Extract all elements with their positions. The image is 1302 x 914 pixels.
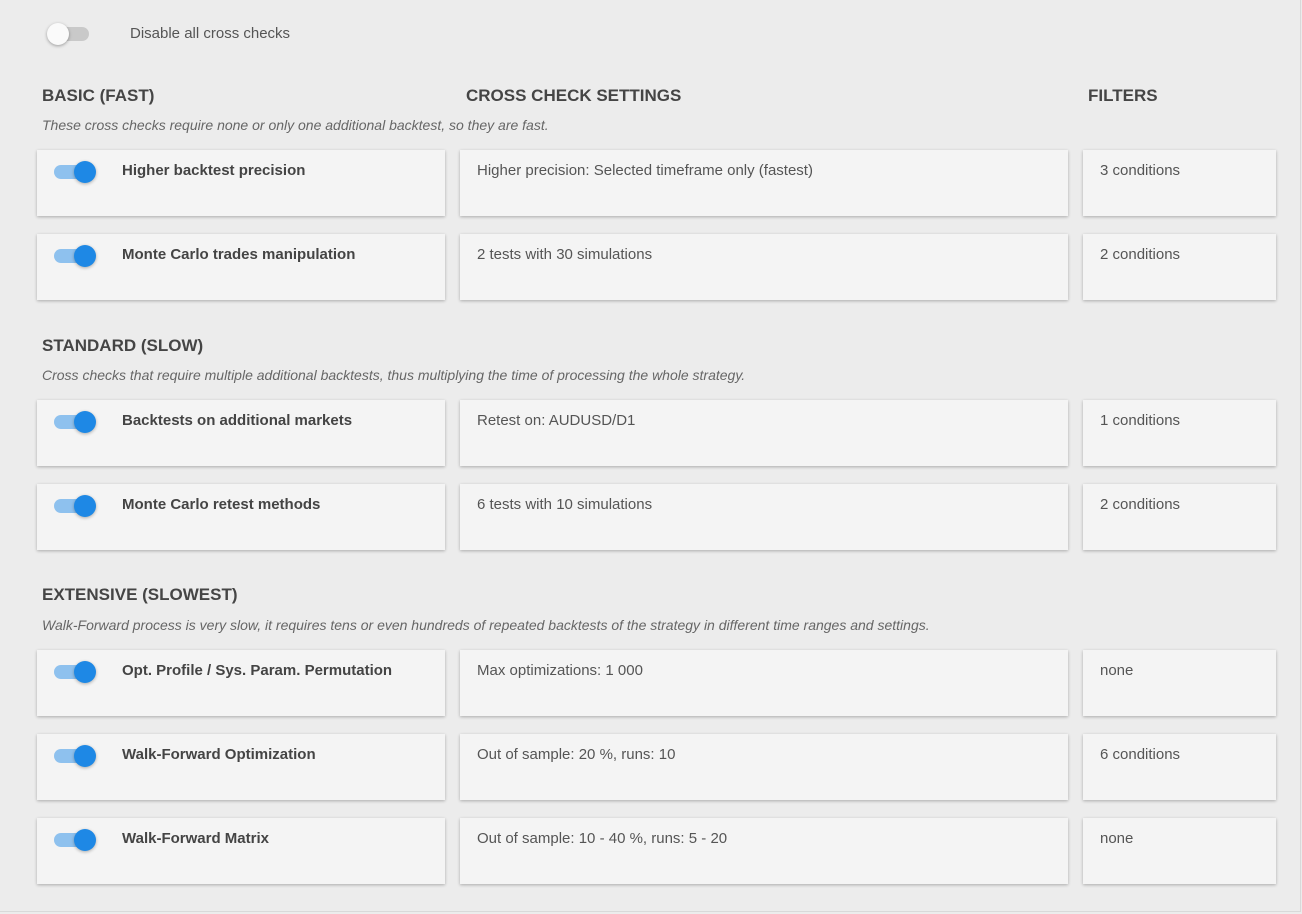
disable-all-label: Disable all cross checks: [130, 25, 291, 42]
filters-text: 6 conditions: [1100, 746, 1181, 763]
cross-check-name: Monte Carlo trades manipulation: [122, 246, 356, 263]
settings-monte-carlo-retest[interactable]: [460, 484, 1068, 550]
column-header-settings: CROSS CHECK SETTINGS: [466, 86, 682, 105]
filters-text: 2 conditions: [1100, 496, 1181, 513]
settings-higher-precision[interactable]: [460, 150, 1068, 216]
settings-text: 2 tests with 30 simulations: [477, 246, 653, 263]
toggle-knob: [74, 829, 96, 851]
filters-walk-forward-matrix[interactable]: [1083, 818, 1276, 884]
cross-check-name: Monte Carlo retest methods: [122, 496, 321, 513]
additional-markets-toggle[interactable]: [54, 415, 94, 429]
filters-text: none: [1100, 662, 1134, 679]
settings-walk-forward-optimization[interactable]: [460, 734, 1068, 800]
cross-check-monte-carlo-retest[interactable]: [37, 484, 445, 550]
filters-monte-carlo-trades[interactable]: [1083, 234, 1276, 300]
section-description-standard: Cross checks that require multiple additional backtests, thus multiplying the time of processing the whole strategy.: [42, 367, 746, 383]
filters-walk-forward-optimization[interactable]: [1083, 734, 1276, 800]
cross-check-name: Backtests on additional markets: [122, 412, 353, 429]
section-description-basic: These cross checks require none or only one additional backtest, so they are fast.: [42, 117, 549, 133]
toggle-knob: [74, 495, 96, 517]
monte-carlo-retest-toggle[interactable]: [54, 499, 94, 513]
toggle-knob: [74, 411, 96, 433]
cross-check-param-permutation[interactable]: [37, 650, 445, 716]
filters-text: 2 conditions: [1100, 246, 1181, 263]
cross-check-additional-markets[interactable]: [37, 400, 445, 466]
settings-text: Retest on: AUDUSD/D1: [477, 412, 636, 429]
cross-check-name: Opt. Profile / Sys. Param. Permutation: [122, 662, 393, 679]
cross-check-higher-precision[interactable]: [37, 150, 445, 216]
settings-text: Max optimizations: 1 000: [477, 662, 643, 679]
filters-text: none: [1100, 830, 1134, 847]
toggle-knob: [47, 23, 69, 45]
disable-all-toggle[interactable]: [49, 27, 89, 41]
filters-higher-precision[interactable]: [1083, 150, 1276, 216]
cross-check-monte-carlo-trades[interactable]: [37, 234, 445, 300]
higher-precision-toggle[interactable]: [54, 165, 94, 179]
section-title-standard: STANDARD (SLOW): [42, 336, 204, 355]
settings-walk-forward-matrix[interactable]: [460, 818, 1068, 884]
settings-monte-carlo-trades[interactable]: [460, 234, 1068, 300]
filters-text: 1 conditions: [1100, 412, 1181, 429]
walk-forward-optimization-toggle[interactable]: [54, 749, 94, 763]
section-title-extensive: EXTENSIVE (SLOWEST): [42, 585, 238, 604]
settings-text: Out of sample: 10 - 40 %, runs: 5 - 20: [477, 830, 728, 847]
section-title-basic: BASIC (FAST): [42, 86, 155, 105]
toggle-knob: [74, 745, 96, 767]
cross-check-name: Walk-Forward Matrix: [122, 830, 269, 847]
settings-text: 6 tests with 10 simulations: [477, 496, 653, 513]
settings-param-permutation[interactable]: [460, 650, 1068, 716]
settings-additional-markets[interactable]: [460, 400, 1068, 466]
toggle-knob: [74, 245, 96, 267]
section-description-extensive: Walk-Forward process is very slow, it requires tens or even hundreds of repeated backtests of the strategy in different time ranges and settings.: [42, 617, 930, 633]
toggle-knob: [74, 661, 96, 683]
filters-param-permutation[interactable]: [1083, 650, 1276, 716]
toggle-knob: [74, 161, 96, 183]
monte-carlo-trades-toggle[interactable]: [54, 249, 94, 263]
settings-text: Out of sample: 20 %, runs: 10: [477, 746, 676, 763]
cross-check-walk-forward-matrix[interactable]: [37, 818, 445, 884]
filters-monte-carlo-retest[interactable]: [1083, 484, 1276, 550]
cross-check-name: Higher backtest precision: [122, 162, 306, 179]
param-permutation-toggle[interactable]: [54, 665, 94, 679]
settings-text: Higher precision: Selected timeframe only (fastest): [477, 162, 813, 179]
column-header-filters: FILTERS: [1088, 86, 1158, 105]
cross-check-walk-forward-optimization[interactable]: [37, 734, 445, 800]
cross-check-name: Walk-Forward Optimization: [122, 746, 316, 763]
walk-forward-matrix-toggle[interactable]: [54, 833, 94, 847]
filters-text: 3 conditions: [1100, 162, 1181, 179]
filters-additional-markets[interactable]: [1083, 400, 1276, 466]
